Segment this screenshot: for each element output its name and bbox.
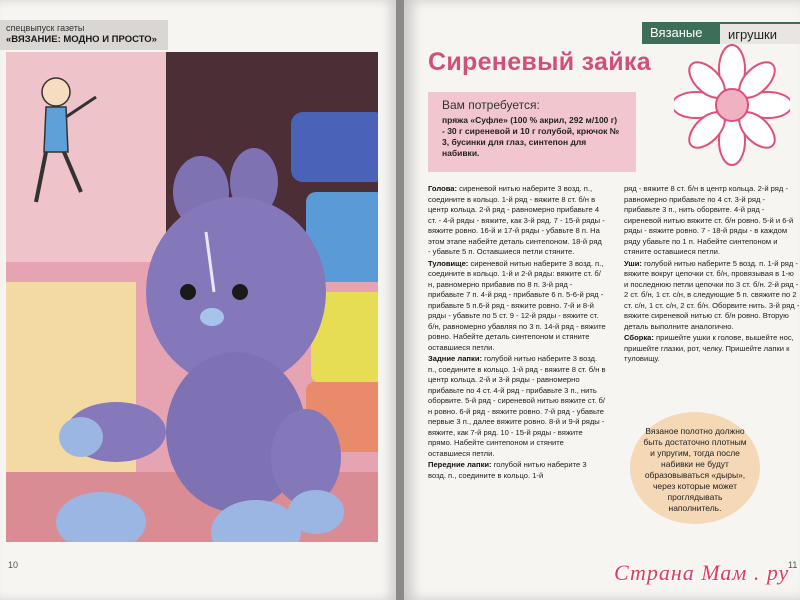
watermark: Страна Мам . ру	[614, 560, 790, 585]
materials-heading: Вам потребуется:	[442, 98, 540, 112]
left-page	[0, 0, 396, 600]
magazine-header	[0, 20, 168, 50]
cartoon-boy	[36, 78, 96, 202]
page-number-left: 10	[8, 560, 19, 570]
instructions-column-2	[624, 184, 800, 366]
paragraph-front-legs-cont: ряд - вяжите 8 ст. б/н в центр кольца. 2-й ряд - равномерно прибавьте по 4 ст. 3-й ряд - прибавьте 3 п., нить оборвите. 4-й ряд - сиреневой нитью вяжите ст. б/н ровно. 5-й и 6-й ряды - вяжите ровно. 7 - 18-й ряды - в каждом ряду убавьте по 1 п. Набейте синтепоном и стяните оставшиеся петли.	[624, 184, 794, 256]
materials-box	[428, 92, 636, 172]
materials-text: пряжа «Суфле» (100 % акрил, 292 м/100 г) - 30 г сиреневой и 10 г голубой, крючок № 3, бусинки для глаз, синтепон для набивки.	[442, 115, 620, 158]
right-page	[404, 0, 800, 600]
instructions-column-1	[428, 184, 606, 482]
paragraph-assembly: Сборка: пришейте ушки к голове, вышейте нос, пришейте глазки, рот, челку. Пришейте лапки к туловищу.	[624, 333, 794, 363]
section-tag-toys: игрушки	[720, 22, 800, 44]
section-tag-knitted: Вязаные	[642, 22, 720, 44]
paragraph-front-legs: Передние лапки: голубой нитью наберите 3 возд. п., соедините в кольцо. 1-й	[428, 460, 587, 480]
paragraph-body: Туловище: сиреневой нитью наберите 3 возд. п., соедините в кольцо. 1-й и 2-й ряды: вяжите ст. б/н, равномерно прибавив по 8 п. 3-й ряд - прибавьте 7 п. 4-й ряд - прибавьте 6 п. 5-6-й ряд - прибавьте 5 п.6-й ряд - вяжите ровно. 7-й и 8-й ряды - убавьте по 5 ст. 9 - 12-й ряды - вяжите ст. б/н, равномерно убавляя по 3 п. 14-й ряд - вяжите ровно. Набейте деталь синтепоном и стяните оставшиеся петли.	[428, 258, 606, 352]
paragraph-head: Голова: сиреневой нитью наберите 3 возд. п., соедините в кольцо. 1-й ряд - вяжите 8 ст. б/н в центр кольца. 2-й ряд - равномерно прибавьте 4 ст. - 4-й ряды - вяжите, как 3-й ряд. 7 - 15-й ряды - вяжите ровно. 16-й и 17-й ряды - убавьте 8 п. На этом этапе набейте деталь синтепоном. 18-й ряд - убавьте 5 п. Оставшиеся петли стяните.	[428, 184, 605, 256]
bunny	[56, 148, 344, 542]
article-title: Сиреневый зайка	[428, 48, 651, 76]
page-number-right: 11	[788, 560, 798, 570]
header-line1: спецвыпуск газеты	[6, 23, 85, 33]
paragraph-back-legs: Задние лапки: голубой нитью наберите 3 возд. п., соедините в кольцо. 1-й ряд - вяжите 8 ст. б/н в центр кольца. 2-й и 3-й ряды - равномерно прибавьте по 4 ст. 4-й ряд - прибавьте 3 п., нить оборвите. 5-й ряд - сиреневой нитью вяжите ст. б/н ровно. 6-й ряд - вяжите ровно. 7-й ряд - убавьте первые 3 п., далее вяжите ровно. 8-й и 9-й ряды - вяжите, как 7-й ряд. 10 - 15-й ряды - вяжите прямо. Набейте синтепоном и стяните оставшиеся петли.	[428, 354, 606, 458]
bunny-photo	[6, 52, 378, 542]
tip-bubble: Вязаное полотно должно быть достаточно плотным и упругим, тогда после набивки не будут образовываться «дыры», через которые может проглядывать наполнитель.	[630, 412, 760, 524]
flower-icon	[674, 44, 790, 166]
header-line2: «ВЯЗАНИЕ: МОДНО И ПРОСТО»	[6, 34, 157, 45]
paragraph-ears: Уши: голубой нитью наберите 5 возд. п. 1-й ряд - вяжите вокруг цепочки ст. б/н, провязывая в 1-ю и последнюю петли цепочки по 3 ст. б/н. 2-й ряд - 2 ст. б/н, 1 ст. с/н, в следующие 5 п. свяжите по 2 ст. с/н, 1 ст. с/н, 2 ст. б/н. Оборвите нить. 3-й ряд - вяжите сиреневой нитью ст. б/н ровно. Вторую деталь выполните аналогично.	[624, 258, 800, 331]
bunny-illustration	[6, 52, 378, 542]
